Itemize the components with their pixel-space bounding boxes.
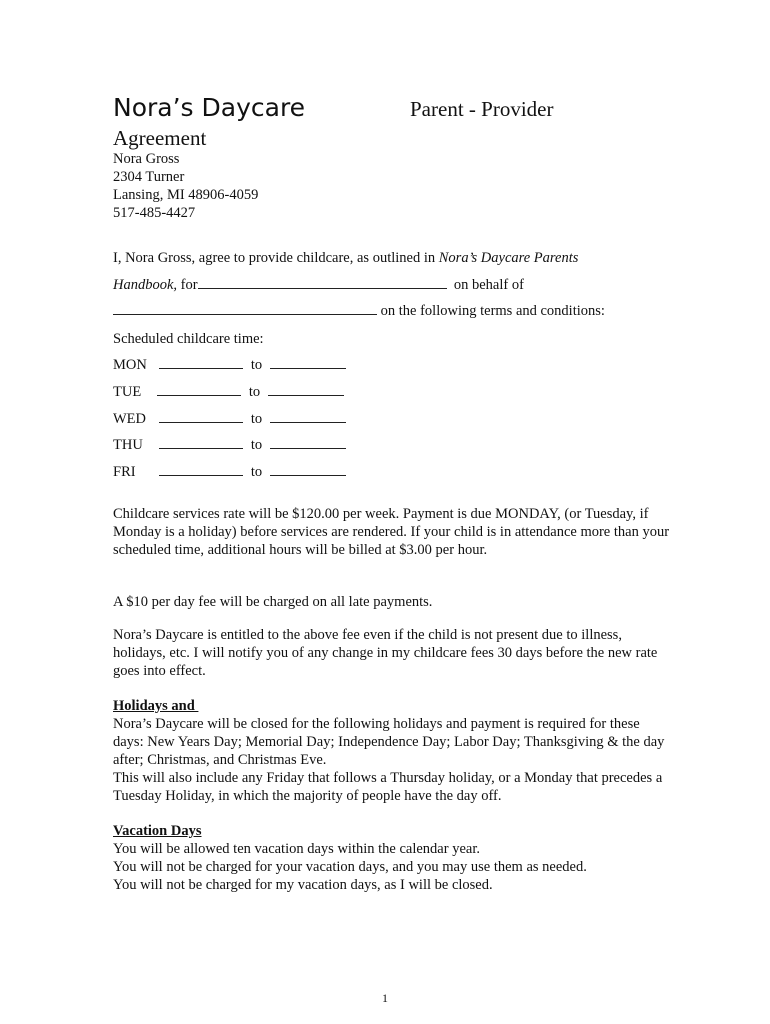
handbook-title: Nora’s Daycare Parents [438, 250, 579, 266]
provider-address [113, 150, 258, 222]
vacation-heading: Vacation Days [113, 823, 202, 839]
business-name: Nora’s Daycare [113, 93, 306, 122]
vacation-line-3: You will not be charged for my vacation days, as I will be closed. [113, 877, 493, 893]
end-time-blank[interactable] [270, 463, 346, 476]
intro-line-2: Handbook, for on behalf of [113, 277, 524, 293]
to-label: to [250, 464, 263, 480]
day-label: TUE [113, 384, 142, 400]
start-time-blank[interactable] [159, 463, 243, 476]
schedule-row-fri [113, 463, 346, 481]
day-label: MON [113, 357, 147, 373]
to-label: to [250, 411, 263, 427]
document-title: Parent - Provider [410, 97, 554, 121]
start-time-blank[interactable] [157, 383, 241, 396]
child-name-blank[interactable] [113, 302, 377, 315]
end-time-blank[interactable] [270, 410, 346, 423]
to-label: to [250, 437, 263, 453]
schedule-row-mon [113, 356, 346, 374]
page-number: 1 [382, 991, 388, 1005]
schedule-row-thu [113, 436, 346, 454]
holidays-section [113, 697, 673, 805]
provider-phone: 517-485-4427 [113, 205, 196, 221]
day-label: WED [113, 411, 147, 427]
start-time-blank[interactable] [159, 436, 243, 449]
to-label: to [250, 357, 263, 373]
intro-line-3: on the following terms and conditions: [113, 302, 605, 320]
end-time-blank[interactable] [270, 356, 346, 369]
start-time-blank[interactable] [159, 356, 243, 369]
parent-name-blank[interactable] [198, 276, 447, 289]
schedule-row-tue [113, 383, 344, 401]
to-label: to [248, 384, 261, 400]
holidays-body: Nora’s Daycare will be closed for the following holidays and payment is required for these days: New Years Day; Memorial Day; Independence Day; Labor Day; Thanksgiving & the day after; Christmas, and Christmas Eve. [113, 716, 665, 768]
provider-street: 2304 Turner [113, 169, 185, 185]
holidays-extra: This will also include any Friday that follows a Thursday holiday, or a Monday that precedes a Tuesday Holiday, in which the majority of people have the day off. [113, 770, 663, 804]
vacation-line-2: You will not be charged for your vacation days, and you may use them as needed. [113, 859, 587, 875]
vacation-line-1: You will be allowed ten vacation days within the calendar year. [113, 841, 480, 857]
entitlement-paragraph: Nora’s Daycare is entitled to the above fee even if the child is not present due to illness, holidays, etc. I will notify you of any change in my childcare fees 30 days before the new rate goes into effect. [113, 627, 658, 679]
day-label: THU [113, 437, 143, 453]
schedule-label: Scheduled childcare time: [113, 331, 264, 347]
late-fee-paragraph: A $10 per day fee will be charged on all late payments. [113, 594, 433, 610]
start-time-blank[interactable] [159, 410, 243, 423]
intro-line-1: I, Nora Gross, agree to provide childcare, as outlined in Nora’s Daycare Parents [113, 250, 579, 266]
provider-name: Nora Gross [113, 151, 180, 167]
provider-city: Lansing, MI 48906-4059 [113, 187, 259, 203]
day-label: FRI [113, 464, 136, 480]
end-time-blank[interactable] [270, 436, 346, 449]
vacation-section [113, 822, 673, 894]
schedule-row-wed [113, 410, 346, 428]
handbook-title-end: Handbook, [113, 277, 178, 293]
end-time-blank[interactable] [268, 383, 344, 396]
rate-paragraph: Childcare services rate will be $120.00 per week. Payment is due MONDAY, (or Tuesday, if Monday is a holiday) before services are rendered. If your child is in attendance more than your scheduled time, additional hours will be billed at $3.00 per hour. [113, 506, 670, 558]
document-title-continued: Agreement [113, 126, 207, 150]
holidays-heading: Holidays and [113, 698, 199, 714]
